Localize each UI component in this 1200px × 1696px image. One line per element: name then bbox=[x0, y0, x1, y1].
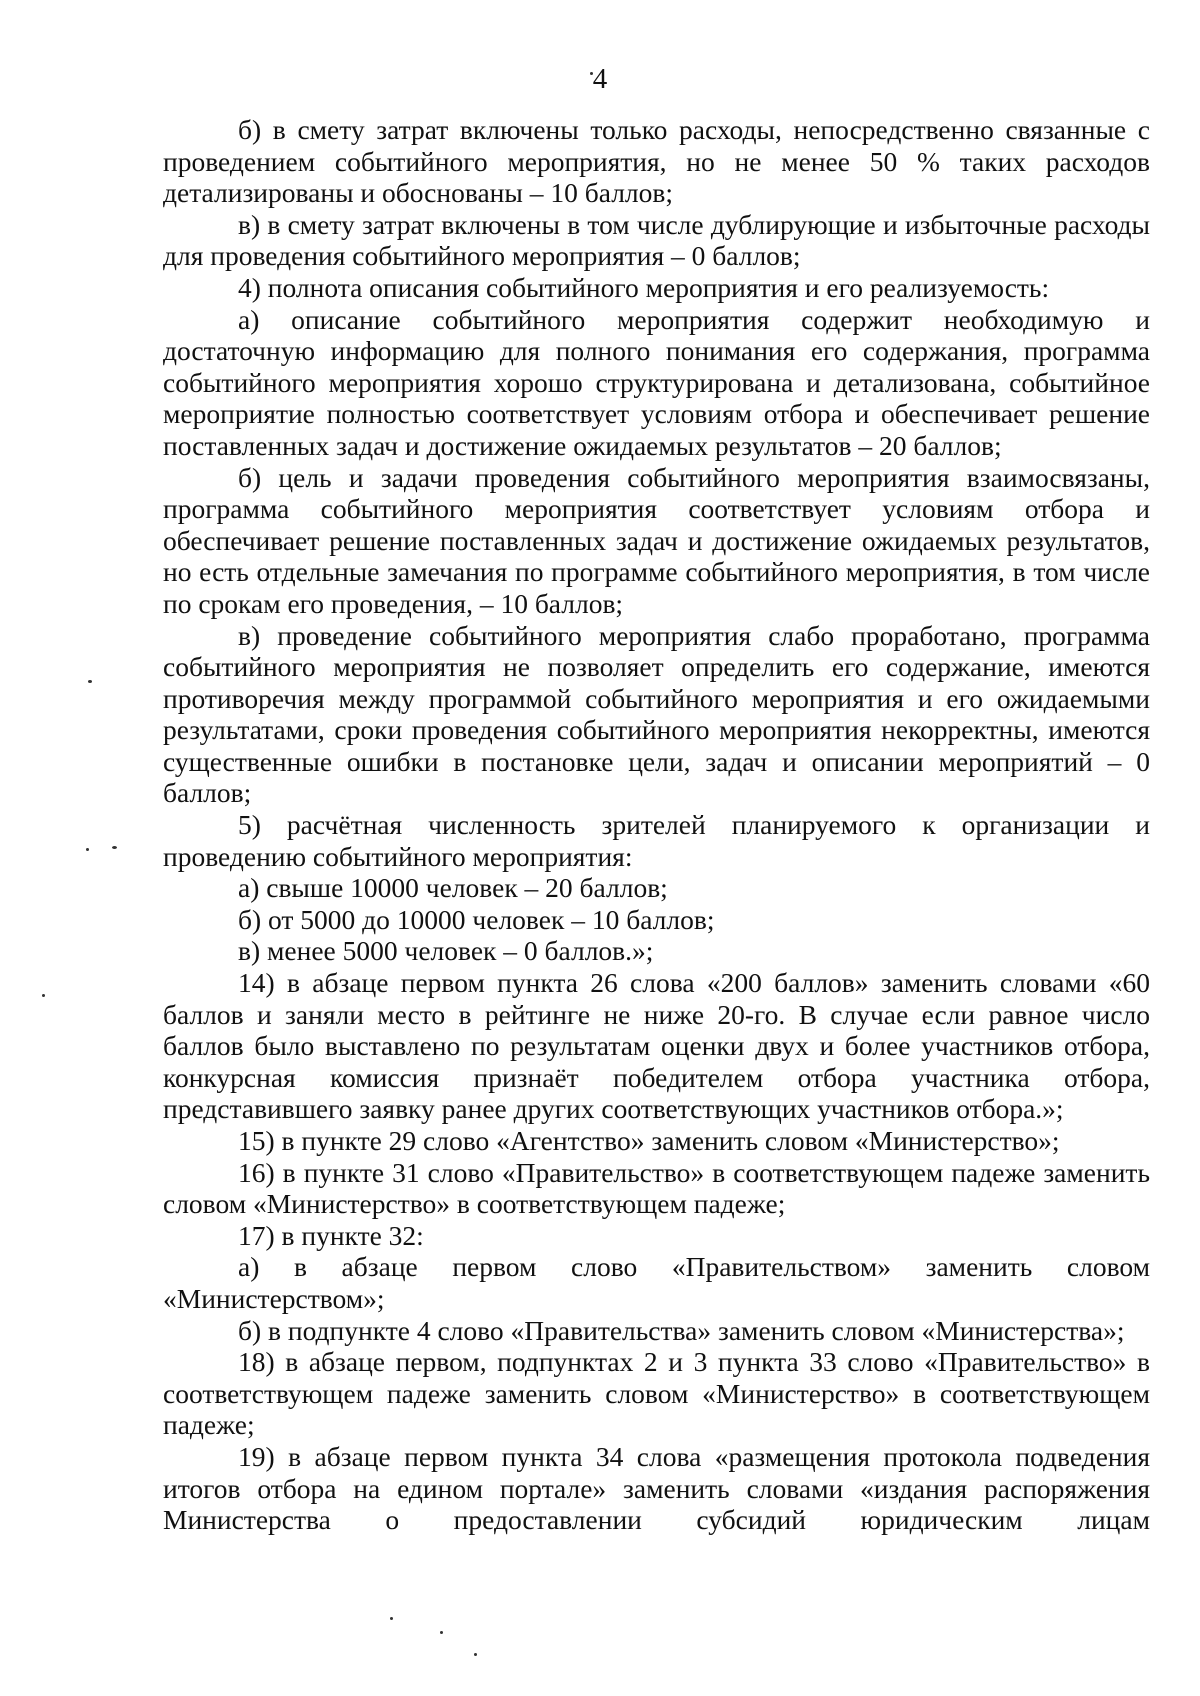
paragraph: в) менее 5000 человек – 0 баллов.»; bbox=[238, 935, 654, 967]
scan-speck bbox=[112, 846, 117, 849]
paragraph: 4) полнота описания событийного мероприятия и его реализуемость: bbox=[238, 271, 1050, 303]
paragraph: 17) в пункте 32: bbox=[238, 1219, 424, 1251]
paragraph: 5) расчётная численность зрителей планируемого к организации и проведению событийного мероприятия: bbox=[163, 809, 1150, 872]
paragraph: 18) в абзаце первом, подпунктах 2 и 3 пункта 33 слово «Правительство» в соответствующем падеже заменить словом «Министерство» в соответствующем падеже; bbox=[163, 1346, 1150, 1441]
paragraph: б) от 5000 до 10000 человек – 10 баллов; bbox=[238, 903, 715, 935]
paragraph: в) проведение событийного мероприятия слабо проработано, программа событийного мероприятия не позволяет определить его содержание, имеются противоречия между программой событийного мероприятия и его ожидаемыми результатами, сроки проведения событийного мероприятия некорректны, имеются существенные ошибки в постановке цели, задач и описании мероприятий – 0 баллов; bbox=[163, 619, 1150, 809]
paragraph: а) свыше 10000 человек – 20 баллов; bbox=[238, 872, 668, 904]
paragraph: а) описание событийного мероприятия содержит необходимую и достаточную информацию для полного понимания его содержания, программа событийного мероприятия хорошо структурирована и детализована, событийное мероприятие полностью соответствует условиям отбора и обеспечивает решение поставленных задач и достижение ожидаемых результатов – 20 баллов; bbox=[163, 303, 1150, 461]
scan-speck bbox=[440, 1631, 443, 1634]
scan-speck bbox=[86, 848, 89, 851]
scan-speck bbox=[474, 1653, 477, 1656]
paragraph: в) в смету затрат включены в том числе дублирующие и избыточные расходы для проведения событийного мероприятия – 0 баллов; bbox=[163, 208, 1150, 272]
page-number: 4 bbox=[592, 63, 608, 95]
scan-speck bbox=[42, 994, 45, 997]
paragraph: б) в смету затрат включены только расходы, непосредственно связанные с проведением событийного мероприятия, но не менее 50 % таких расходов детализированы и обоснованы – 10 баллов; bbox=[163, 114, 1150, 209]
scan-speck bbox=[88, 680, 92, 683]
paragraph: 14) в абзаце первом пункта 26 слова «200 баллов» заменить словами «60 баллов и заняли место в рейтинге не ниже 20-го. В случае если равное число баллов было выставлено по результатам оценки двух и более участников отбора, конкурсная комиссия признаёт победителем отбора участника отбора, представившего заявку ранее других соответствующих участников отбора.»; bbox=[163, 967, 1150, 1125]
paragraph: 19) в абзаце первом пункта 34 слова «размещения протокола подведения итогов отбора на едином портале» заменить словами «издания распоряжения Министерства о предоставлении субсидий юридическим лицам bbox=[163, 1440, 1150, 1536]
paragraph: 15) в пункте 29 слово «Агентство» заменить словом «Министерство»; bbox=[238, 1125, 1060, 1156]
paragraph: а) в абзаце первом слово «Правительством» заменить словом «Министерством»; bbox=[163, 1251, 1150, 1314]
paragraph: 16) в пункте 31 слово «Правительство» в соответствующем падеже заменить словом «Министерство» в соответствующем падеже; bbox=[163, 1156, 1150, 1220]
scan-speck bbox=[590, 72, 593, 75]
paragraph: б) в подпункте 4 слово «Правительства» заменить словом «Министерства»; bbox=[238, 1314, 1125, 1346]
paragraph: б) цель и задачи проведения событийного мероприятия взаимосвязаны, программа событийного мероприятия соответствует условиям отбора и обеспечивает решение поставленных задач и достижение ожидаемых результатов, но есть отдельные замечания по программе событийного мероприятия, в том числе по срокам его проведения, – 10 баллов; bbox=[163, 461, 1150, 619]
scan-speck bbox=[390, 1617, 393, 1620]
document-body bbox=[163, 114, 1150, 1536]
